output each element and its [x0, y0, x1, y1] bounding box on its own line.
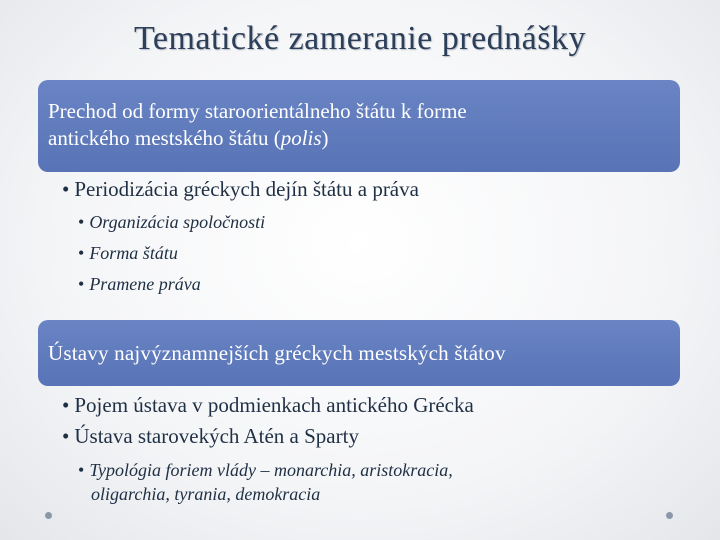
polis-term: polis: [280, 126, 322, 150]
section-header-text: Ústavy najvýznamnejších gréckych mestských štátov: [48, 341, 506, 365]
bullet-dot-icon: •: [78, 243, 85, 263]
bullet-dot-icon: •: [78, 212, 85, 232]
subbullet-continuation: oligarchia, tyrania, demokracia: [91, 484, 321, 504]
bullet-athens-sparta: • Ústava starovekých Atén a Sparty: [62, 424, 359, 448]
section-header-line-1: Prechod od formy staroorientálneho štátu k forme: [48, 99, 467, 123]
bullet-constitution-concept: • Pojem ústava v podmienkach antického Grécka: [62, 393, 474, 417]
bullet-dot-icon: •: [78, 274, 85, 294]
section-header-line-2: antického mestského štátu (polis): [48, 126, 329, 150]
subbullet-law-sources: • Pramene práva: [78, 274, 201, 294]
subbullet-organization: • Organizácia spoločnosti: [78, 212, 266, 232]
decorative-dot-icon: [45, 512, 52, 519]
subbullet-government-types: • Typológia foriem vlády – monarchia, aristokracia, oligarchia, tyrania, demokracia: [78, 460, 453, 504]
bullet-dot-icon: •: [62, 393, 70, 417]
bullet-dot-icon: •: [78, 460, 85, 480]
bullet-dot-icon: •: [62, 424, 70, 448]
subbullet-state-form: • Forma štátu: [78, 243, 178, 263]
bullet-periodization: • Periodizácia gréckych dejín štátu a práva: [62, 177, 419, 201]
decorative-dot-icon: [666, 512, 673, 519]
bullet-dot-icon: •: [62, 177, 70, 201]
slide-title: Tematické zameranie prednášky: [133, 20, 586, 57]
section-header-constitutions: [38, 320, 680, 386]
section-header-polis: [38, 80, 680, 172]
